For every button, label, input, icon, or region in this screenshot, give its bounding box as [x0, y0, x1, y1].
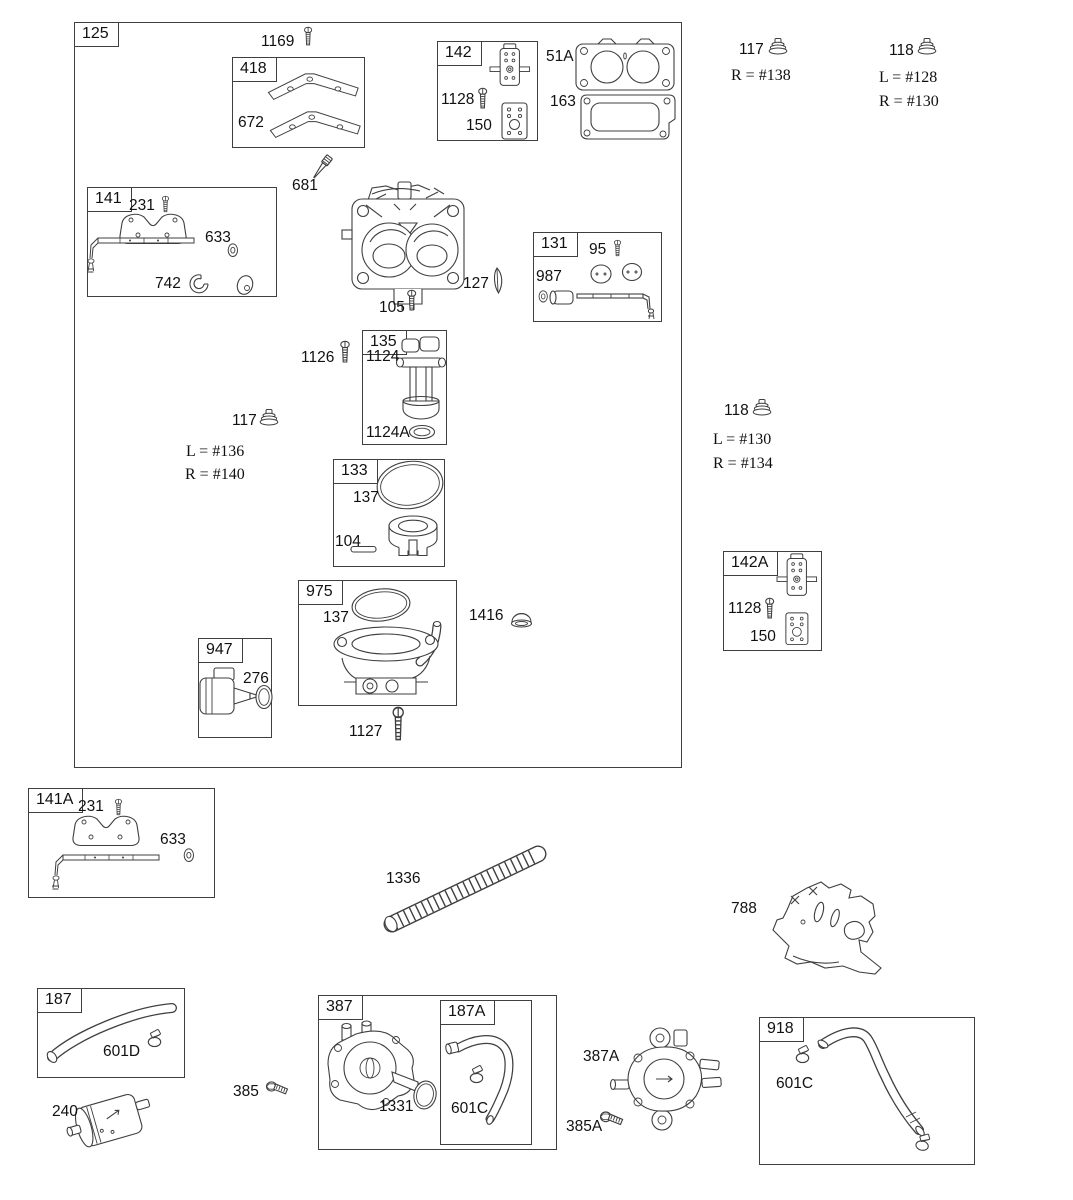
callout-95: 95 [589, 241, 607, 258]
jet-note-118-mid-line1: L = #130 [713, 431, 772, 448]
callout-276: 276 [243, 670, 269, 687]
screw-icon-1126 [339, 341, 351, 364]
clamp-icon-601D [146, 1030, 166, 1050]
callout-117-top: 117 [739, 41, 764, 58]
group-label-187A: 187A [440, 1000, 495, 1025]
callout-1124A: 1124A [366, 424, 410, 441]
callout-633-141: 633 [205, 229, 231, 246]
callout-137-975: 137 [323, 609, 349, 626]
callout-127: 127 [463, 275, 489, 292]
group-label-975: 975 [298, 580, 343, 605]
float-1124-drawing [398, 336, 446, 430]
callout-163: 163 [550, 93, 576, 110]
callout-672: 672 [238, 114, 264, 131]
group-label-187: 187 [37, 988, 82, 1013]
group-label-141: 141 [87, 187, 132, 212]
callout-240: 240 [52, 1103, 78, 1120]
callout-1336: 1336 [386, 870, 421, 887]
gasket-418-drawing [264, 66, 364, 104]
callout-150-142: 150 [466, 117, 492, 134]
seal-1124A-drawing [408, 424, 436, 440]
callout-118-top: 118 [889, 42, 914, 59]
gasket-163-drawing [577, 91, 679, 143]
hose-1336-drawing [378, 843, 556, 938]
callout-117-mid: 117 [232, 412, 257, 429]
oring-137-133-drawing [374, 458, 446, 514]
group-label-131: 131 [533, 232, 578, 257]
oring-276-drawing [254, 684, 276, 712]
clamp-icon-918-end [914, 1134, 936, 1154]
callout-231-141: 231 [129, 197, 155, 214]
callout-987: 987 [536, 268, 562, 285]
jet-note-117-top-line1: R = #138 [731, 67, 791, 84]
callout-1124: 1124 [366, 348, 400, 365]
callout-601C-918: 601C [776, 1075, 814, 1092]
callout-385A: 385A [566, 1118, 603, 1135]
callout-1416: 1416 [469, 607, 504, 624]
gasket-150-drawing [501, 102, 528, 140]
callout-150-142A: 150 [750, 628, 776, 645]
screw-icon-1128 [477, 88, 489, 110]
grommet-icon-633-141A [183, 848, 195, 863]
callout-231-141A: 231 [78, 798, 104, 815]
callout-1331: 1331 [379, 1098, 414, 1115]
gasket-150-142A-drawing [785, 612, 809, 646]
gasket-51A-drawing [574, 36, 676, 92]
filter-240-drawing [68, 1082, 170, 1164]
clamp-icon-601C-187A [468, 1066, 488, 1088]
pump-387A-drawing [612, 1024, 727, 1134]
bolt-icon-385 [266, 1080, 290, 1096]
solenoid-142-drawing [490, 43, 532, 88]
cap-1416-drawing [508, 606, 534, 632]
callout-118-mid: 118 [724, 402, 749, 419]
jet-icon-118-top [917, 38, 937, 55]
gasket-672-drawing [266, 104, 366, 142]
jet-icon-118-mid [752, 399, 772, 416]
callout-1128-142A: 1128 [728, 600, 762, 617]
rod-141-drawing [80, 210, 200, 274]
callout-1126: 1126 [301, 349, 335, 366]
jet-note-118-top-line1: L = #128 [879, 69, 938, 86]
bracket-788-drawing [763, 872, 891, 980]
group-label-141A: 141A [28, 788, 83, 813]
callout-788: 788 [731, 900, 757, 917]
screw-icon-1169 [303, 27, 314, 48]
callout-51A: 51A [546, 48, 574, 65]
jet-note-117-mid-line2: R = #140 [185, 466, 245, 483]
group-label-125: 125 [74, 22, 119, 47]
solenoid-142A-drawing [777, 553, 819, 598]
group-label-387: 387 [318, 995, 363, 1020]
jet-icon-117-mid [259, 409, 279, 426]
group-label-133: 133 [333, 459, 378, 484]
screw-icon-1127 [391, 707, 407, 743]
jet-icon-117-top [768, 38, 788, 55]
hose-918-drawing [801, 1020, 961, 1155]
bolt-icon-385A [600, 1110, 626, 1128]
callout-104: 104 [335, 533, 361, 550]
callout-137-133: 137 [353, 489, 379, 506]
callout-601C-187A: 601C [451, 1100, 489, 1117]
group-label-142A: 142A [723, 551, 778, 576]
oring-1331-drawing [411, 1079, 439, 1111]
callout-681: 681 [292, 177, 318, 194]
group-label-918: 918 [759, 1017, 804, 1042]
screw-icon-1128-142A [764, 598, 776, 620]
callout-387A: 387A [583, 1048, 620, 1065]
washer-742-drawing [236, 274, 256, 298]
callout-601D: 601D [103, 1043, 141, 1060]
jet-note-118-top-line2: R = #130 [879, 93, 939, 110]
cup-104-drawing [386, 514, 442, 564]
callout-742: 742 [155, 275, 181, 292]
callout-385: 385 [233, 1083, 259, 1100]
valve-127-drawing [488, 266, 508, 298]
jet-note-117-mid-line1: L = #136 [186, 443, 245, 460]
group-label-418: 418 [232, 57, 277, 82]
callout-1128-142: 1128 [441, 91, 475, 108]
group-label-947: 947 [198, 638, 243, 663]
group-label-135: 135 [362, 330, 407, 355]
bowl-975-drawing [330, 618, 442, 708]
callout-105: 105 [379, 299, 405, 316]
group-label-142: 142 [437, 41, 482, 66]
callout-1169: 1169 [261, 33, 295, 50]
callout-1127: 1127 [349, 723, 383, 740]
jet-note-118-mid-line2: R = #134 [713, 455, 773, 472]
rod-141A-drawing [45, 827, 165, 891]
clip-742-drawing [187, 272, 211, 296]
callout-633-141A: 633 [160, 831, 186, 848]
screw-icon-105 [406, 290, 418, 312]
